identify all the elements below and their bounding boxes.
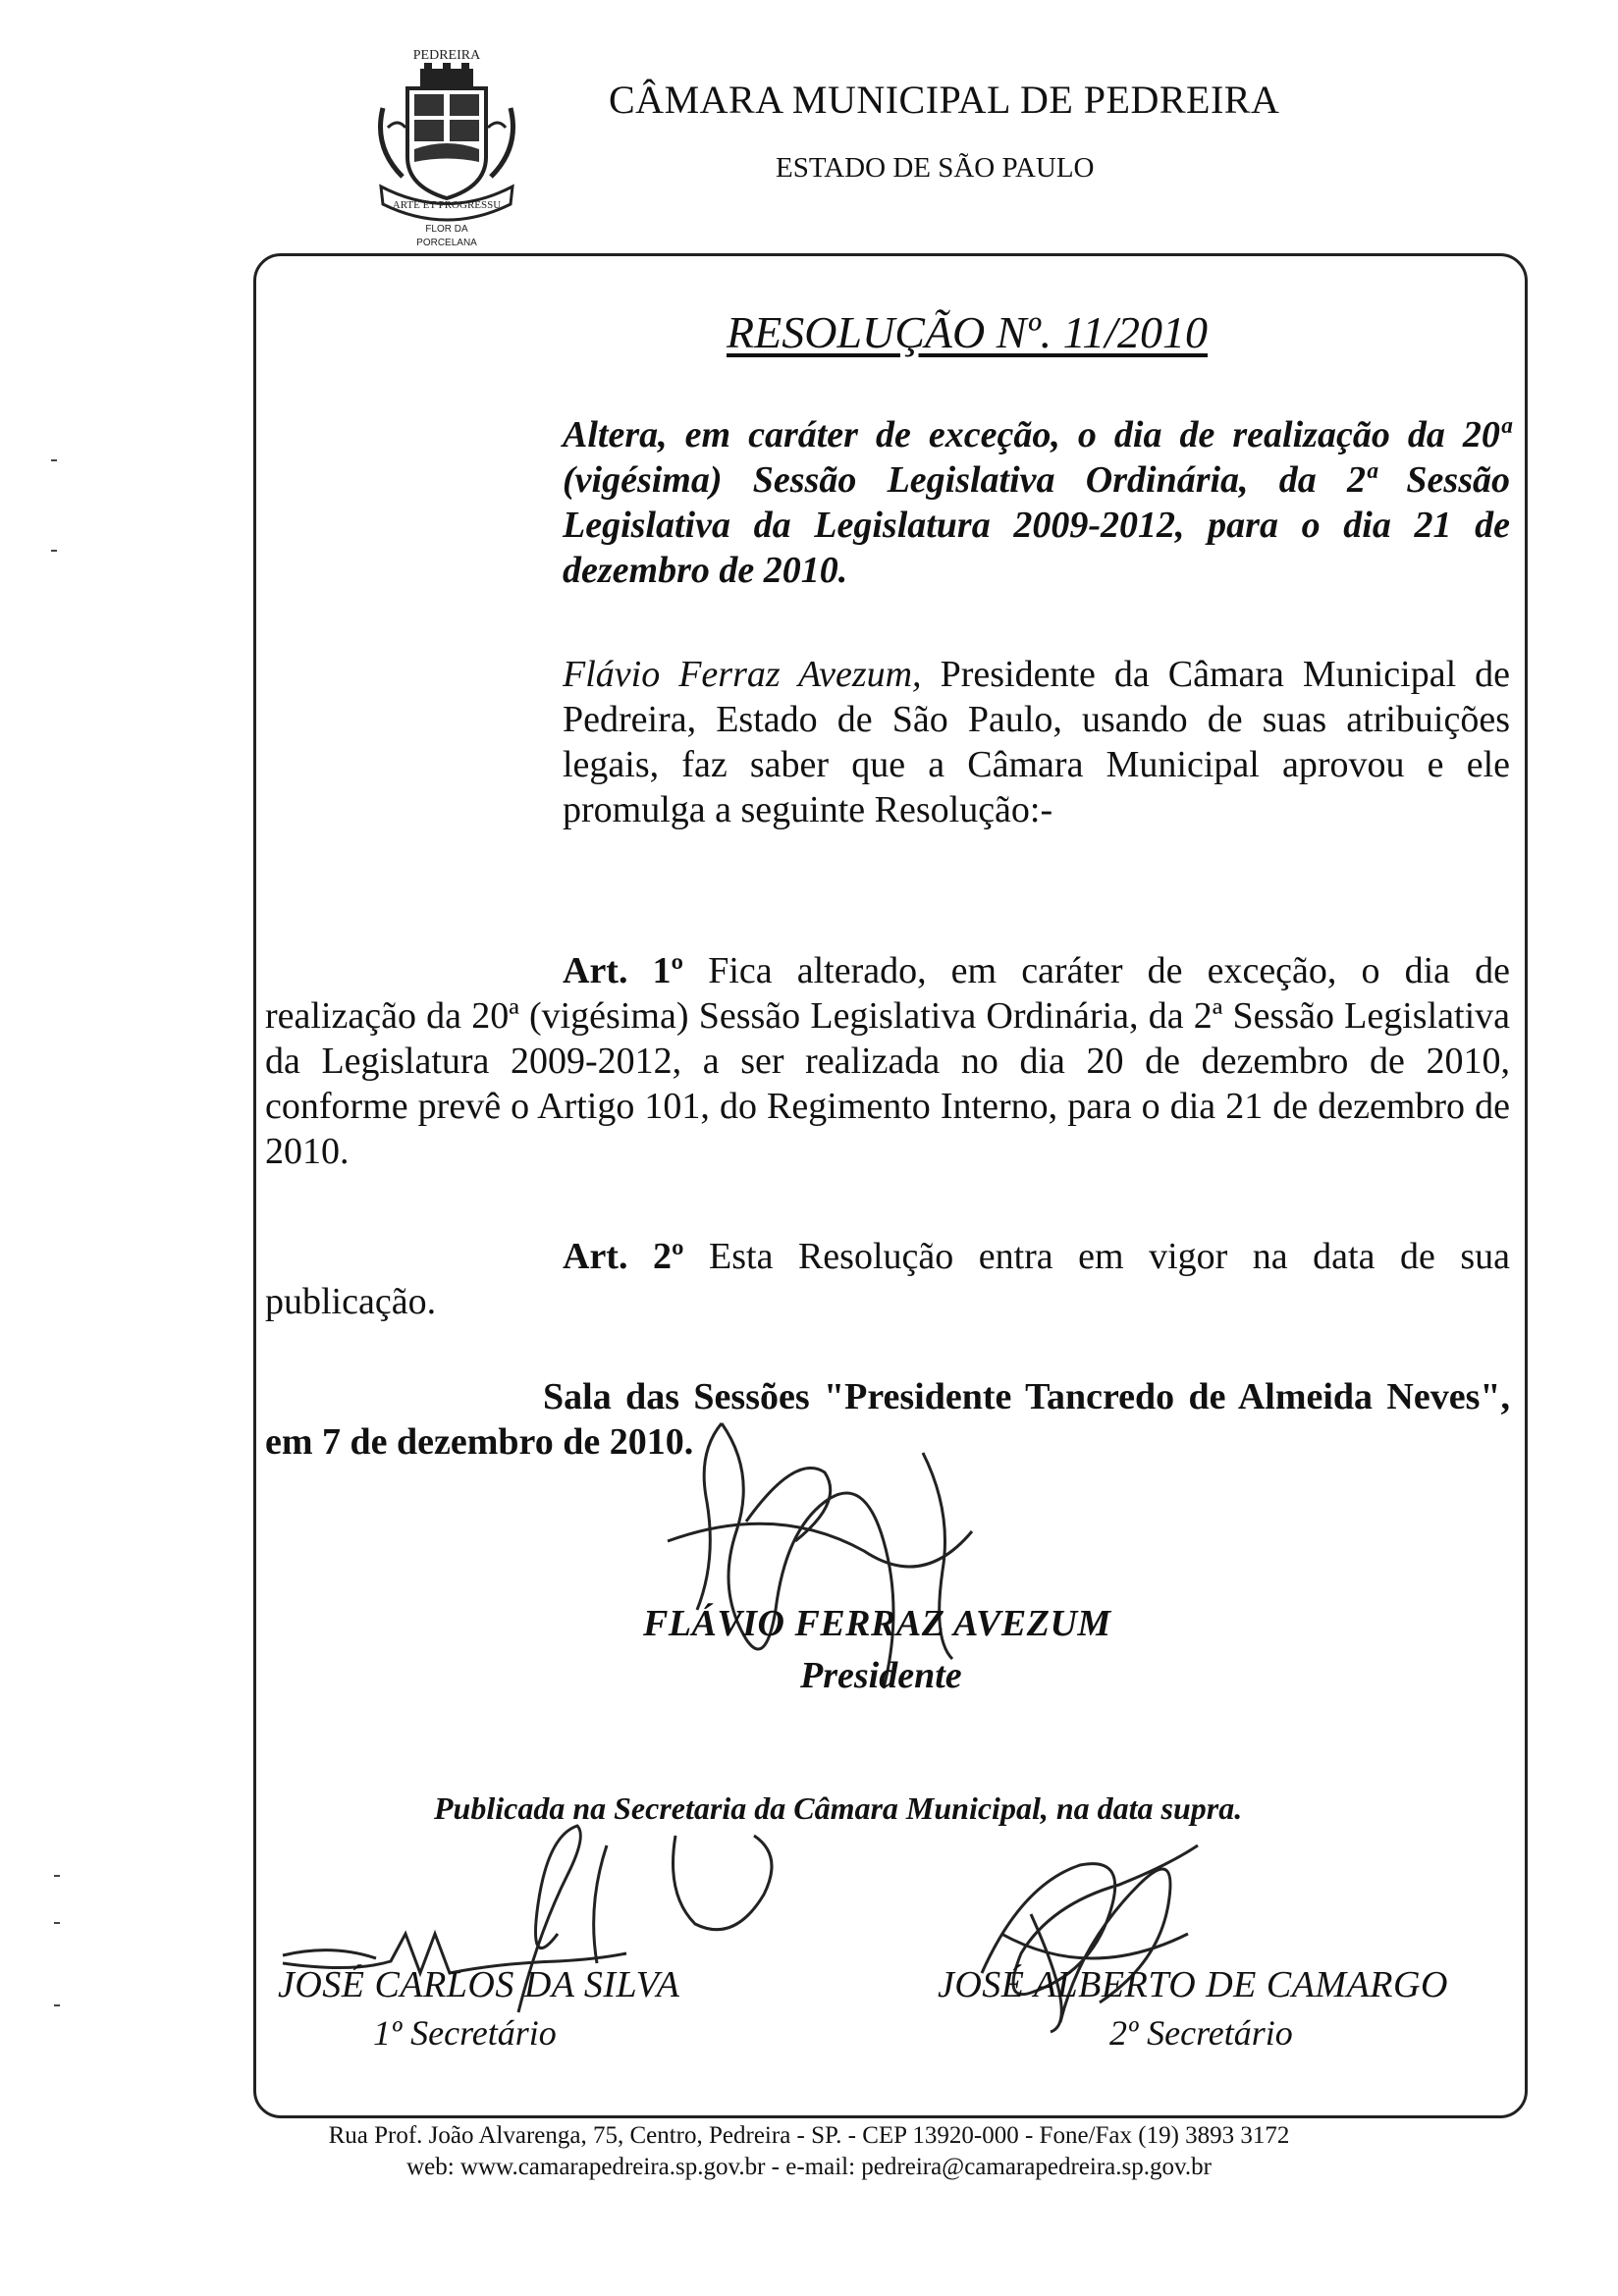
svg-text:FLOR DA: FLOR DA <box>425 224 468 235</box>
secretary-1-role: 1º Secretário <box>373 2013 557 2053</box>
scan-speck <box>54 1875 60 1877</box>
scan-speck <box>54 1922 60 1924</box>
svg-text:ARTE ET PROGRESSU: ARTE ET PROGRESSU <box>392 199 502 211</box>
footer-web-email: web: www.camarapedreira.sp.gov.br - e-mail: pedreira@camarapedreira.sp.gov.br <box>406 2154 1212 2180</box>
preamble <box>563 652 1510 832</box>
article-2-label: Art. 2º <box>563 1236 684 1277</box>
article-2-text: Esta Resolução entra em vigor na data de sua publicação. <box>265 1236 1510 1322</box>
article-2 <box>265 1234 1510 1324</box>
footer-address: Rua Prof. João Alvarenga, 75, Centro, Pedreira - SP. - CEP 13920-000 - Fone/Fax (19) 3893 3172 <box>328 2122 1290 2149</box>
svg-text:PEDREIRA: PEDREIRA <box>412 48 481 63</box>
publication-note: Publicada na Secretaria da Câmara Municipal, na data supra. <box>434 1790 1243 1826</box>
scan-speck <box>51 550 57 552</box>
scan-speck <box>54 2004 60 2006</box>
article-1-label: Art. 1º <box>563 950 684 991</box>
secretary-1-signature <box>273 1816 823 2042</box>
article-1 <box>265 948 1510 1174</box>
president-name-inline: Flávio Ferraz Avezum, <box>563 654 922 695</box>
state-name: ESTADO DE SÃO PAULO <box>776 152 1095 184</box>
secretary-2-name: JOSÉ ALBERTO DE CAMARGO <box>938 1964 1448 2005</box>
secretary-1-name: JOSÉ CARLOS DA SILVA <box>278 1964 680 2005</box>
secretary-2-role: 2º Secretário <box>1109 2013 1293 2053</box>
preamble-text: Presidente da Câmara Municipal de Pedreira, Estado de São Paulo, usando de suas atribuições legais, faz saber que a Câmara Municipal aprovou e ele promulga a seguinte Resolução:- <box>563 654 1511 830</box>
resolution-title: RESOLUÇÃO Nº. 11/2010 <box>727 307 1209 357</box>
svg-text:PORCELANA: PORCELANA <box>416 238 477 248</box>
closing-statement: Sala das Sessões "Presidente Tancredo de Almeida Neves", em 7 de dezembro de 2010. <box>265 1376 1510 1463</box>
article-1-text: Fica alterado, em caráter de exceção, o dia de realização da 20ª (vigésima) Sessão Legislativa Ordinária, da 2ª Sessão Legislativa da Legislatura 2009-2012, a ser realizada no dia 20 de dezembro de 2010, conforme prevê o Artigo 101, do Regimento Interno, para o dia 21 de dezembro de 2010. <box>265 950 1510 1172</box>
resolution-summary: Altera, em caráter de exceção, o dia de realização da 20ª (vigésima) Sessão Legislativa Ordinária, da 2ª Sessão Legislativa da Legislatura 2009-2012, para o dia 21 de dezembro de 2010. <box>563 414 1510 591</box>
chamber-name: CÂMARA MUNICIPAL DE PEDREIRA <box>609 78 1280 122</box>
president-name: FLÁVIO FERRAZ AVEZUM <box>643 1603 1111 1644</box>
president-role: Presidente <box>800 1655 962 1696</box>
municipal-crest-logo <box>363 39 530 255</box>
scan-speck <box>51 459 57 461</box>
